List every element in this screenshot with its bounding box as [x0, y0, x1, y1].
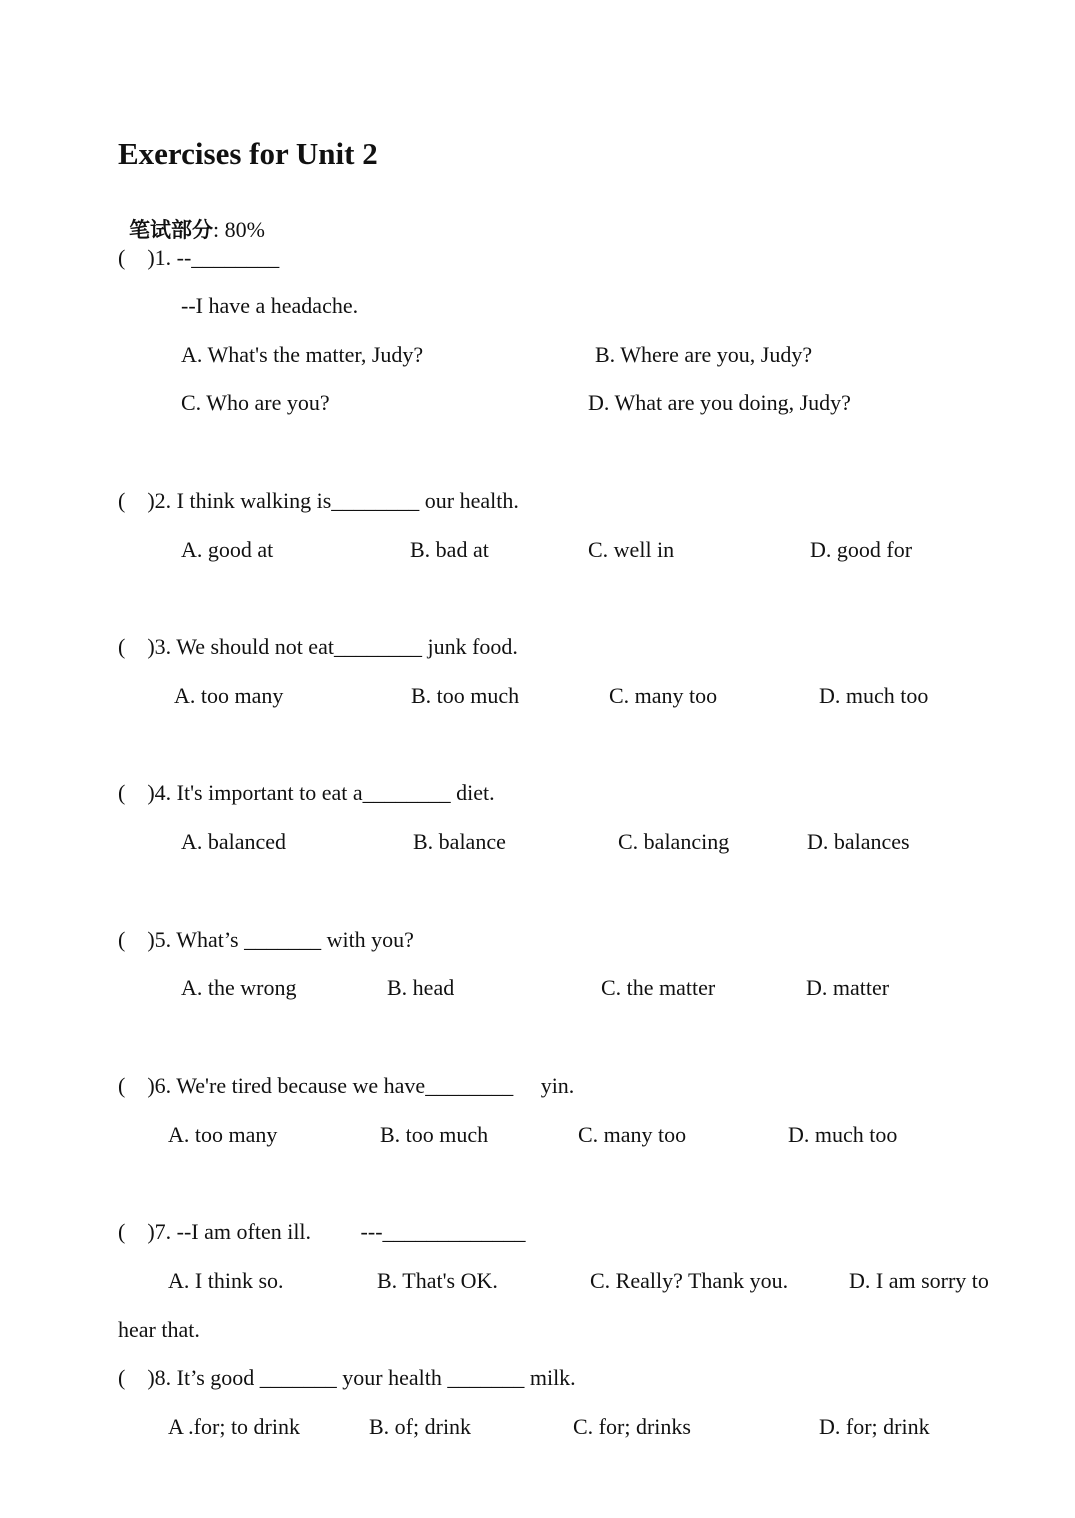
question-stem: ( )3. We should not eat________ junk food.: [118, 634, 518, 659]
question-stem: ( )5. What’s _______ with you?: [118, 927, 414, 952]
option-a: A .for; to drink: [168, 1414, 300, 1439]
option-d: D. much too: [819, 683, 929, 708]
option-b: B. balance: [413, 829, 506, 854]
option-a: A. I think so.: [168, 1268, 284, 1293]
question-stem: ( )8. It’s good _______ your health _______ milk.: [118, 1365, 576, 1390]
option-d: D. matter: [806, 975, 890, 1000]
option-d: D. I am sorry to: [849, 1268, 989, 1293]
option-a: A. balanced: [181, 829, 287, 854]
section-label: 笔试部分: [129, 218, 213, 242]
section-header: [118, 197, 265, 241]
question-stem: ( )6. We're tired because we have________ yin.: [118, 1073, 575, 1098]
option-a: A. good at: [181, 537, 274, 562]
question-prompt: --I have a headache.: [181, 293, 359, 318]
option-c: C. well in: [588, 537, 675, 562]
option-b: B. That's OK.: [377, 1268, 498, 1293]
option-a: A. What's the matter, Judy?: [181, 342, 424, 367]
question-stem: ( )1. --________: [118, 245, 280, 270]
option-b: B. head: [387, 975, 455, 1000]
option-a: A. the wrong: [181, 975, 297, 1000]
page-title: Exercises for Unit 2: [118, 136, 378, 171]
option-d: D. for; drink: [819, 1414, 930, 1439]
option-b: B. bad at: [410, 537, 489, 562]
option-b: B. too much: [411, 683, 520, 708]
option-continuation: hear that.: [118, 1317, 200, 1342]
option-c: C. Who are you?: [181, 390, 330, 415]
option-c: C. many too: [578, 1122, 687, 1147]
option-c: C. many too: [609, 683, 718, 708]
option-c: C. balancing: [618, 829, 730, 854]
option-c: C. for; drinks: [573, 1414, 691, 1439]
question-stem: ( )7. --I am often ill. ---_____________: [118, 1219, 526, 1244]
option-c: C. Really? Thank you.: [590, 1268, 789, 1293]
option-d: D. good for: [810, 537, 913, 562]
question-stem: ( )4. It's important to eat a________ diet.: [118, 780, 495, 805]
option-b: B. Where are you, Judy?: [595, 342, 813, 367]
option-d: D. balances: [807, 829, 910, 854]
question-stem: ( )2. I think walking is________ our health.: [118, 488, 519, 513]
option-a: A. too many: [168, 1122, 278, 1147]
option-d: D. What are you doing, Judy?: [588, 390, 851, 415]
option-d: D. much too: [788, 1122, 898, 1147]
option-b: B. too much: [380, 1122, 489, 1147]
option-b: B. of; drink: [369, 1414, 472, 1439]
section-value: : 80%: [213, 217, 265, 242]
option-a: A. too many: [174, 683, 284, 708]
option-c: C. the matter: [601, 975, 716, 1000]
